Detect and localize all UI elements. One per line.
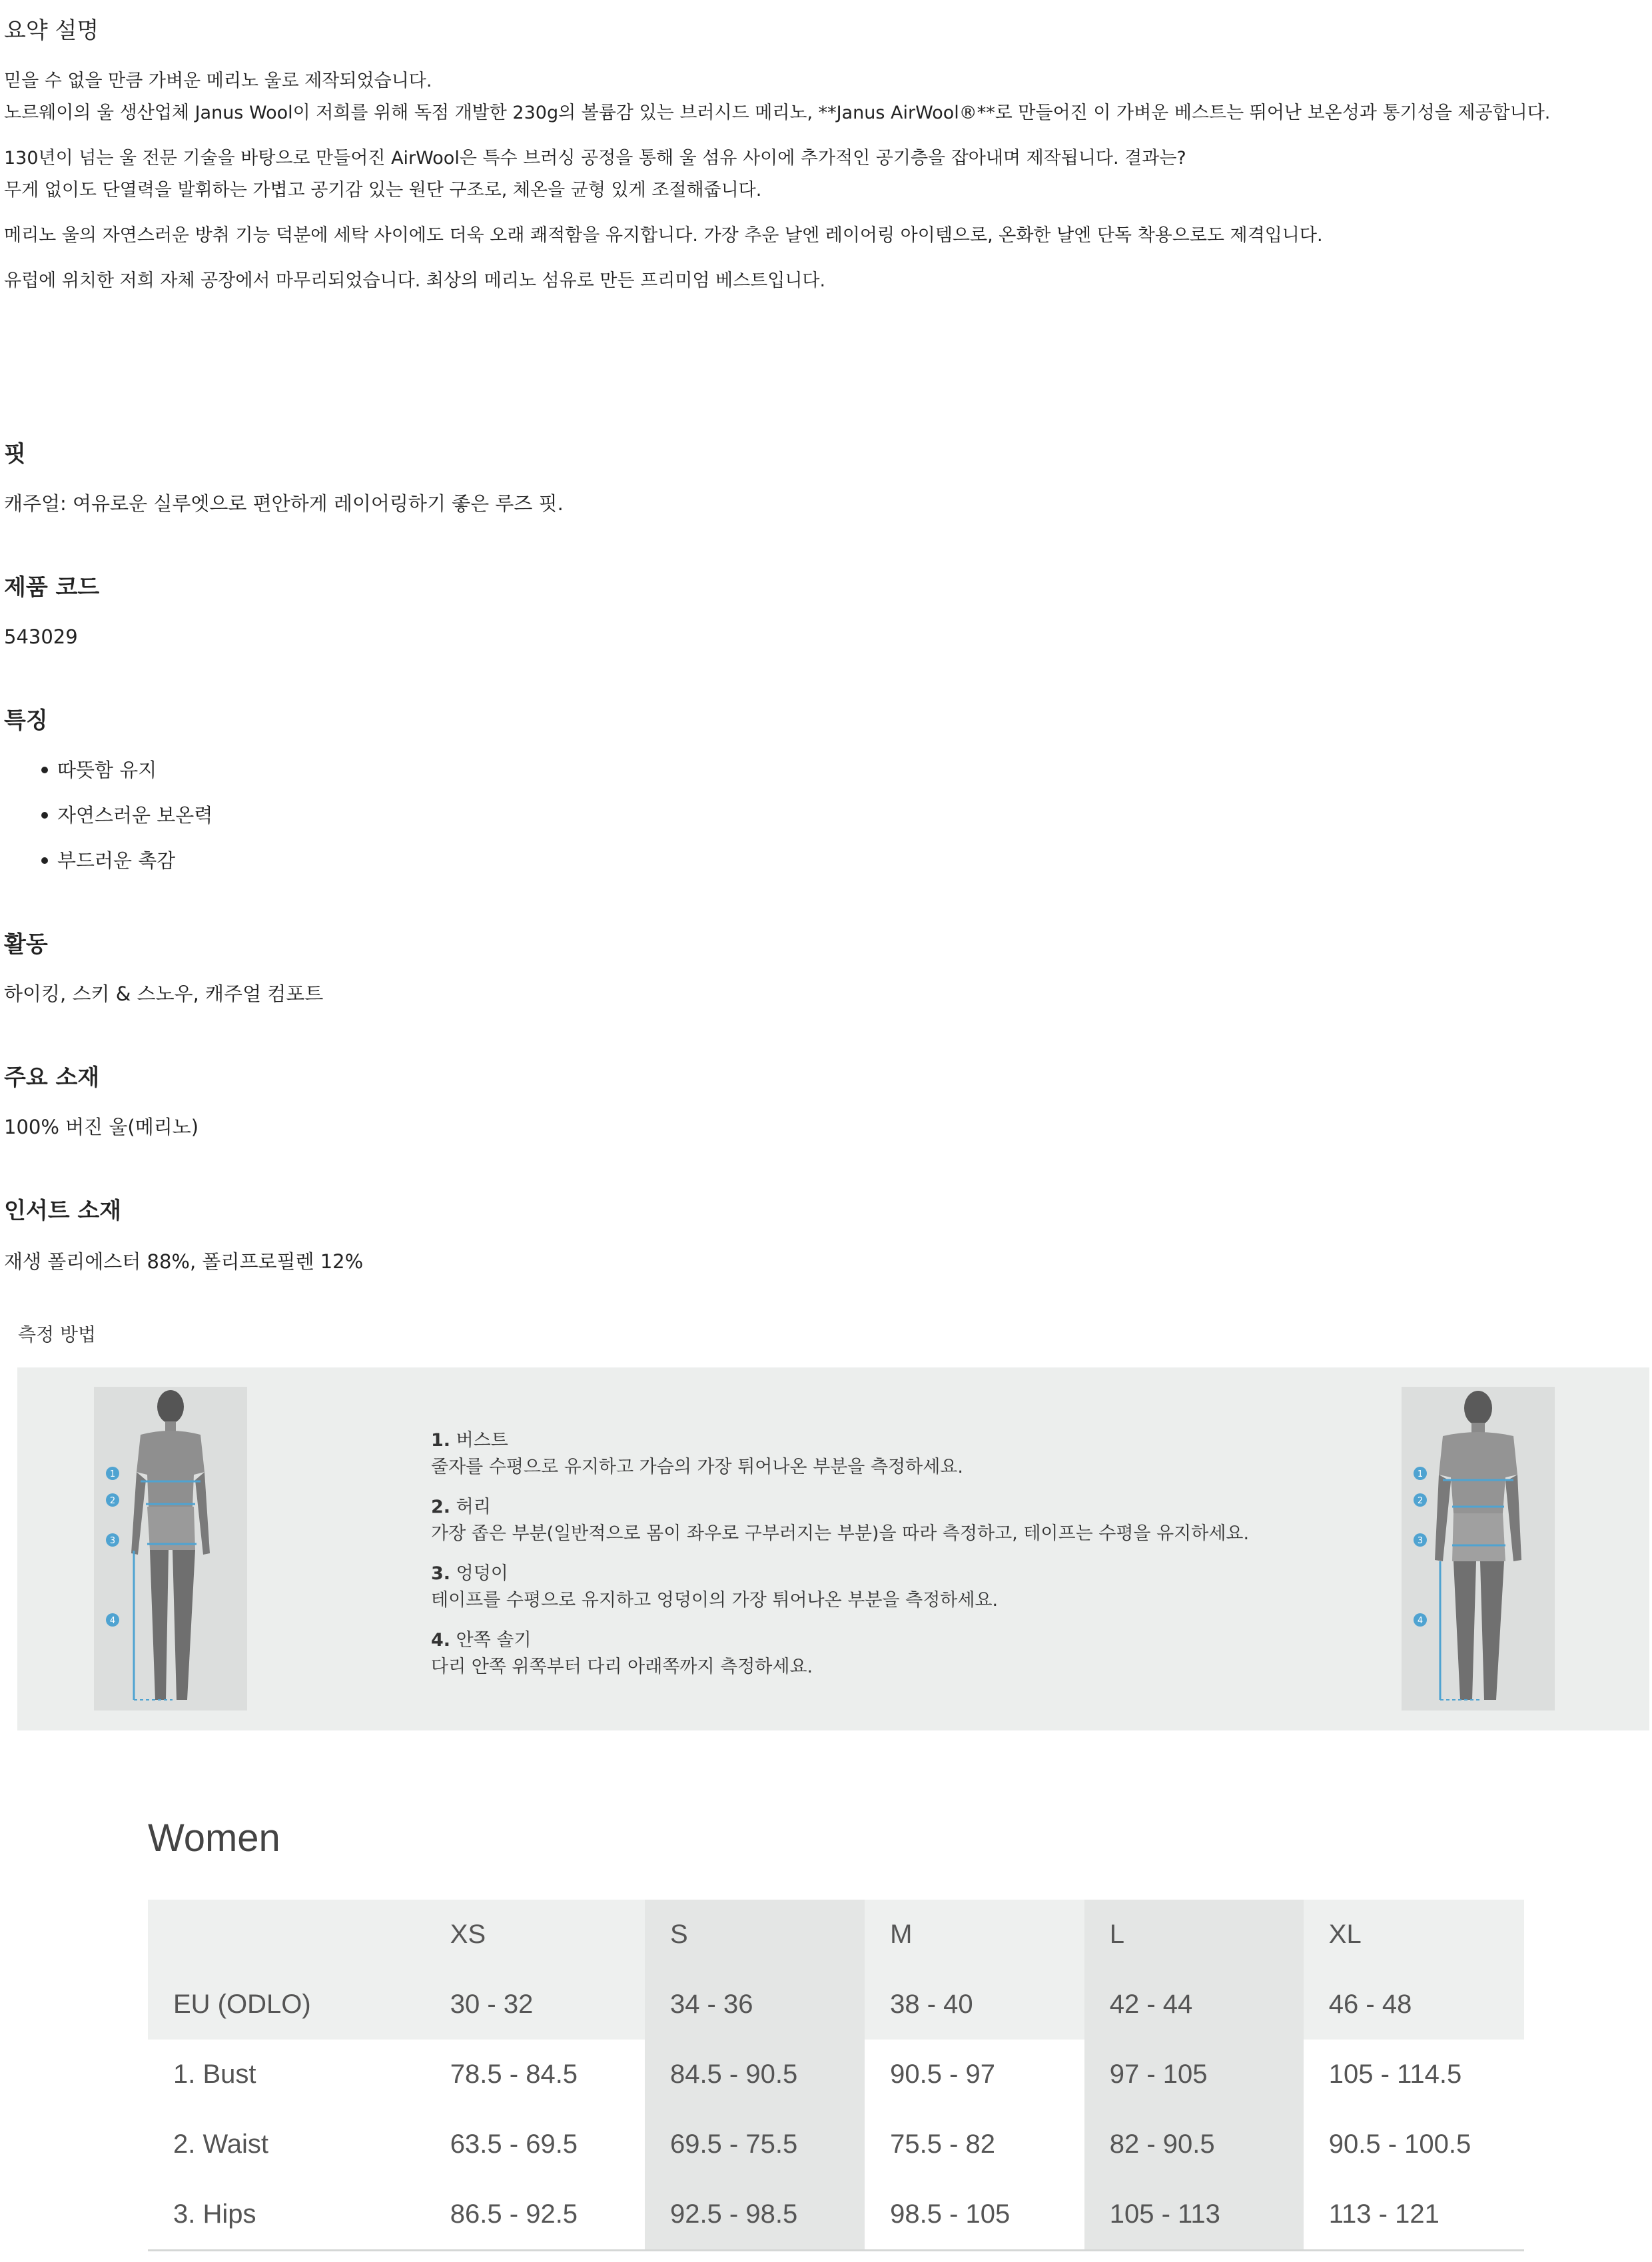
size-chart-title: Women <box>148 1816 280 1860</box>
step-description: 테이프를 수평으로 유지하고 엉덩이의 가장 튀어나온 부분을 측정하세요. <box>431 1590 999 1611</box>
size-chart-table <box>148 1900 1524 2251</box>
step-description: 가장 좁은 부분(일반적으로 몸이 좌우로 구부러지는 부분)을 따라 측정하고, 테이프는 수평을 유지하세요. <box>431 1523 1250 1544</box>
marker-label: 4 <box>1417 1616 1424 1626</box>
table-cell: 92.5 - 98.5 <box>645 2179 865 2251</box>
table-cell: 78.5 - 84.5 <box>450 2060 578 2089</box>
table-row <box>148 2179 1524 2251</box>
feature-item <box>36 755 212 801</box>
marker-label: 4 <box>109 1616 116 1626</box>
female-figure-image <box>94 1387 247 1710</box>
table-cell: 69.5 - 75.5 <box>645 2109 865 2179</box>
step-title: 허리 <box>456 1497 491 1517</box>
size-header: XL <box>1304 1900 1524 1970</box>
table-cell: 113 - 121 <box>1304 2179 1524 2251</box>
table-row <box>148 2109 1524 2179</box>
table-cell: 86.5 - 92.5 <box>425 2179 645 2251</box>
feature-item <box>36 846 212 891</box>
bullet-icon <box>41 767 48 773</box>
marker-label: 1 <box>1417 1469 1424 1479</box>
bullet-icon <box>41 812 48 819</box>
marker-label: 3 <box>1417 1536 1424 1546</box>
main-material-text: 100% 버진 울(메리노) <box>4 1116 199 1138</box>
marker-label: 2 <box>109 1496 116 1506</box>
insert-material-text: 재생 폴리에스터 88%, 폴리프로필렌 12% <box>4 1250 364 1273</box>
step-number: 2. <box>431 1497 451 1517</box>
summary-line: 믿을 수 없을 만큼 가벼운 메리노 울로 제작되었습니다. <box>4 71 432 91</box>
features-title: 특징 <box>4 707 48 734</box>
step-number: 1. <box>431 1430 451 1451</box>
marker-label: 3 <box>109 1536 116 1546</box>
table-cell: 75.5 - 82 <box>890 2129 995 2159</box>
table-cell: 105 - 113 <box>1084 2179 1304 2251</box>
product-code-value: 543029 <box>4 625 78 648</box>
measure-step <box>431 1561 1249 1614</box>
summary-line: 유럽에 위치한 저희 자체 공장에서 마무리되었습니다. 최상의 메리노 섬유로 만든 프리미엄 베스트입니다. <box>4 270 826 291</box>
size-header: M <box>865 1900 1084 1970</box>
table-cell: 90.5 - 97 <box>890 2060 995 2089</box>
feature-item <box>36 801 212 846</box>
size-header-row <box>148 1900 1524 1970</box>
table-row <box>148 2040 1524 2109</box>
table-cell: 84.5 - 90.5 <box>645 2040 865 2109</box>
marker-label: 1 <box>109 1469 116 1479</box>
feature-label: 자연스러운 보온력 <box>57 804 213 827</box>
table-cell <box>148 1900 425 1970</box>
table-cell: 46 - 48 <box>1304 1970 1524 2040</box>
step-description: 줄자를 수평으로 유지하고 가슴의 가장 튀어나온 부분을 측정하세요. <box>431 1457 963 1477</box>
step-title: 버스트 <box>456 1430 508 1451</box>
table-cell: 105 - 114.5 <box>1328 2060 1462 2089</box>
summary-title: 요약 설명 <box>4 17 99 44</box>
measure-step <box>431 1494 1249 1547</box>
row-label: 2. Waist <box>173 2129 268 2159</box>
summary-line: 130년이 넘는 울 전문 기술을 바탕으로 만들어진 AirWool은 특수 브러싱 공정을 통해 울 섬유 사이에 추가적인 공기층을 잡아내며 제작됩니다. 결과는? <box>4 148 1186 169</box>
fit-text: 캐주얼: 여유로운 실루엣으로 편안하게 레이어링하기 좋은 루즈 핏. <box>4 492 564 515</box>
summary-line: 무게 없이도 단열력을 발휘하는 가볍고 공기감 있는 원단 구조로, 체온을 균형 있게 조절해줍니다. <box>4 180 762 200</box>
table-cell: 90.5 - 100.5 <box>1328 2129 1471 2159</box>
activity-text: 하이킹, 스키 & 스노우, 캐주얼 컴포트 <box>4 982 324 1005</box>
table-row <box>148 1970 1524 2040</box>
row-label: 3. Hips <box>148 2179 425 2251</box>
summary-line: 노르웨이의 울 생산업체 Janus Wool이 저희를 위해 독점 개발한 230g의 볼륨감 있는 브러시드 메리노, **Janus AirWool®**로 만들어진 이 가벼운 베스트는 뛰어난 보온성과 통기성을 제공합니다. <box>4 103 1551 123</box>
table-cell: 30 - 32 <box>425 1970 645 2040</box>
marker-label: 2 <box>1417 1496 1424 1506</box>
measure-step <box>431 1627 1249 1681</box>
insert-material-title: 인서트 소재 <box>4 1198 122 1224</box>
step-title: 안쪽 솔기 <box>456 1630 532 1651</box>
table-cell: 97 - 105 <box>1084 2040 1304 2109</box>
step-number: 3. <box>431 1563 451 1584</box>
size-header: XS <box>425 1900 645 1970</box>
step-number: 4. <box>431 1630 451 1651</box>
table-cell: 82 - 90.5 <box>1084 2109 1304 2179</box>
features-list <box>36 755 212 891</box>
table-cell: 38 - 40 <box>865 1970 1084 2040</box>
size-header: L <box>1084 1900 1304 1970</box>
measure-guide-panel <box>17 1367 1649 1730</box>
feature-label: 따뜻함 유지 <box>57 759 157 781</box>
main-material-title: 주요 소재 <box>4 1064 100 1091</box>
table-cell: 34 - 36 <box>645 1970 865 2040</box>
product-code-title: 제품 코드 <box>4 574 100 601</box>
step-title: 엉덩이 <box>456 1563 508 1584</box>
activity-title: 활동 <box>4 931 48 958</box>
fit-title: 핏 <box>4 441 26 468</box>
row-label: 1. Bust <box>173 2060 256 2089</box>
male-figure-image <box>1402 1387 1555 1710</box>
measure-label: 측정 방법 <box>18 1323 97 1345</box>
row-label: EU (ODLO) <box>148 1970 425 2040</box>
measure-steps <box>431 1427 1249 1694</box>
bullet-icon <box>41 857 48 864</box>
measure-step <box>431 1427 1249 1481</box>
table-cell: 63.5 - 69.5 <box>450 2129 578 2159</box>
summary-line: 메리노 울의 자연스러운 방취 기능 덕분에 세탁 사이에도 더욱 오래 쾌적함을 유지합니다. 가장 추운 날엔 레이어링 아이템으로, 온화한 날엔 단독 착용으로도 제격입니다. <box>4 225 1323 246</box>
step-description: 다리 안쪽 위쪽부터 다리 아래쪽까지 측정하세요. <box>431 1657 813 1677</box>
table-cell: 42 - 44 <box>1084 1970 1304 2040</box>
size-header: S <box>645 1900 865 1970</box>
table-cell: 98.5 - 105 <box>865 2179 1084 2251</box>
feature-label: 부드러운 촉감 <box>57 849 176 872</box>
